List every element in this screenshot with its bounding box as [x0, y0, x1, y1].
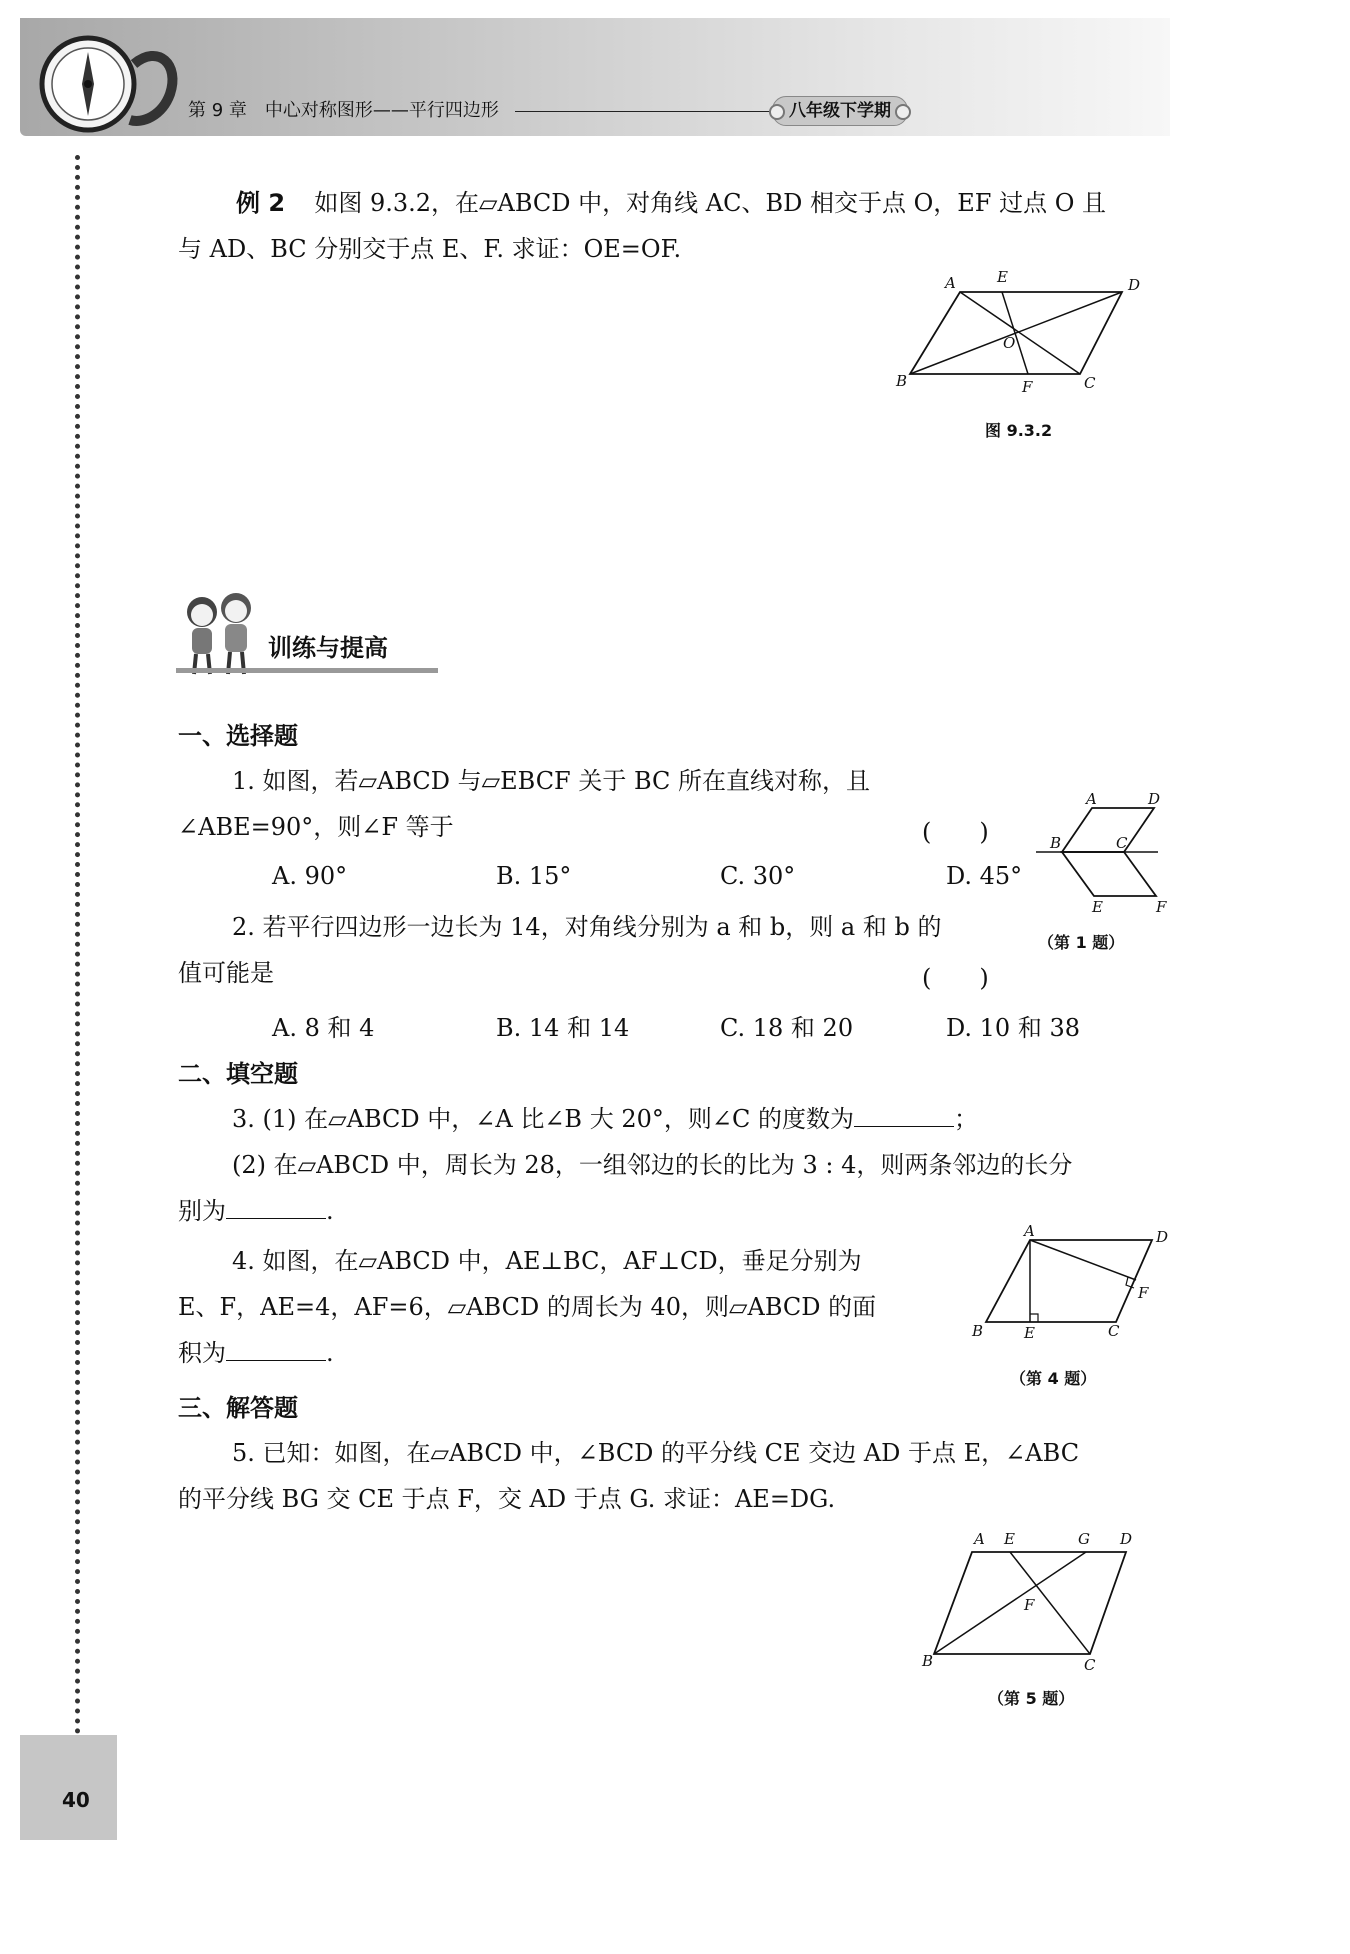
- label-e: E: [1004, 1530, 1015, 1548]
- q2-option-d: D. 10 和 38: [946, 1014, 1080, 1042]
- label-e: E: [997, 270, 1008, 286]
- right-angle-e: [1030, 1314, 1038, 1322]
- parallelogram-abcd: [1062, 808, 1154, 852]
- q4-caption: （第 4 题）: [1010, 1369, 1097, 1388]
- label-e: E: [1024, 1324, 1035, 1342]
- q4-line3-text: 积为: [178, 1339, 226, 1367]
- banner-underline: [176, 668, 438, 673]
- label-f: F: [1024, 1596, 1035, 1614]
- page-number: 40: [62, 1788, 90, 1812]
- label-d: D: [1120, 1530, 1133, 1548]
- q3-line1-end: ；: [953, 1105, 978, 1133]
- label-f: F: [1156, 898, 1167, 916]
- q1-figure: [1030, 790, 1180, 916]
- q3-line3-end: .: [326, 1197, 334, 1225]
- label-a: A: [1086, 790, 1097, 808]
- figure-9-3-2-caption: 图 9.3.2: [985, 421, 1053, 440]
- q3-line3-text: 别为: [178, 1197, 226, 1225]
- label-e: E: [1092, 898, 1103, 916]
- kids-icon: [176, 590, 266, 680]
- diagonal-ac: [960, 292, 1080, 374]
- bisector-ce: [1010, 1552, 1090, 1654]
- q1-option-c: C. 30°: [720, 862, 796, 890]
- label-c: C: [1084, 1656, 1096, 1674]
- q2-line2: 值可能是: [178, 959, 274, 987]
- compass-clock-icon: [30, 24, 180, 136]
- q1-line1: 1. 如图，若▱ABCD 与▱EBCF 关于 BC 所在直线对称，且: [232, 767, 871, 795]
- q3-blank-1[interactable]: [854, 1104, 954, 1127]
- q4-line1: 4. 如图，在▱ABCD 中，AE⊥BC，AF⊥CD，垂足分别为: [232, 1247, 862, 1275]
- chapter-title: 第 9 章 中心对称图形——平行四边形: [188, 100, 499, 121]
- header-rule: [515, 111, 770, 112]
- section-fill-title: 二、填空题: [178, 1060, 298, 1088]
- segment-ef: [1002, 292, 1028, 374]
- q3-line1: [232, 1104, 978, 1134]
- section-choice-title: 一、选择题: [178, 722, 298, 750]
- section-solve-title: 三、解答题: [178, 1394, 298, 1422]
- binding-dotted-line: [75, 155, 80, 1735]
- label-b: B: [922, 1652, 934, 1670]
- label-a: A: [945, 274, 956, 292]
- q5-figure: [920, 1530, 1150, 1680]
- grade-badge: 八年级下学期: [772, 96, 908, 126]
- label-d: D: [1156, 1228, 1169, 1246]
- parallelogram-ebcf: [1062, 852, 1156, 896]
- q3-line1-text: 3. (1) 在▱ABCD 中，∠A 比∠B 大 20°，则∠C 的度数为: [232, 1105, 854, 1133]
- label-g: G: [1078, 1530, 1090, 1548]
- label-b: B: [972, 1322, 984, 1340]
- q1-option-b: B. 15°: [496, 862, 572, 890]
- q4-blank[interactable]: [226, 1338, 326, 1361]
- label-b: B: [896, 372, 908, 390]
- label-d: D: [1128, 276, 1141, 294]
- q5-line1: 5. 已知：如图，在▱ABCD 中，∠BCD 的平分线 CE 交边 AD 于点 E，∠ABC: [232, 1439, 1080, 1467]
- q1-option-d: D. 45°: [946, 862, 1023, 890]
- q5-caption: （第 5 题）: [988, 1689, 1075, 1708]
- label-b: B: [1050, 834, 1062, 852]
- label-a: A: [1024, 1222, 1035, 1240]
- label-f: F: [1138, 1284, 1149, 1302]
- q5-line2: 的平分线 BG 交 CE 于点 F，交 AD 于点 G. 求证：AE=DG.: [178, 1485, 836, 1513]
- label-f: F: [1022, 378, 1033, 396]
- q1-option-a: A. 90°: [272, 862, 348, 890]
- label-c: C: [1084, 374, 1096, 392]
- q1-answer-paren: ( ): [922, 818, 989, 846]
- altitude-af: [1030, 1240, 1136, 1280]
- figure-9-3-2: [890, 270, 1150, 400]
- example2-line1: [236, 188, 1106, 218]
- diagonal-bd: [910, 292, 1122, 374]
- q3-line3: [178, 1196, 334, 1226]
- q2-answer-paren: ( ): [922, 964, 989, 992]
- example2-text1: 如图 9.3.2，在▱ABCD 中，对角线 AC、BD 相交于点 O，EF 过点 O 且: [314, 189, 1107, 217]
- label-d: D: [1148, 790, 1161, 808]
- q2-line1: 2. 若平行四边形一边长为 14，对角线分别为 a 和 b，则 a 和 b 的: [232, 913, 942, 941]
- q4-line2: E、F，AE=4，AF=6，▱ABCD 的周长为 40，则▱ABCD 的面: [178, 1293, 877, 1321]
- q2-option-c: C. 18 和 20: [720, 1014, 854, 1042]
- label-c: C: [1108, 1322, 1120, 1340]
- label-o: O: [1003, 334, 1016, 352]
- bisector-bg: [934, 1552, 1086, 1654]
- q1-caption: （第 1 题）: [1038, 933, 1125, 952]
- section-banner: 训练与提高: [268, 634, 388, 662]
- example2-label: 例 2: [236, 189, 286, 217]
- q1-line2: ∠ABE=90°，则∠F 等于: [178, 813, 454, 841]
- q2-option-b: B. 14 和 14: [496, 1014, 630, 1042]
- label-a: A: [974, 1530, 985, 1548]
- q3-line2: (2) 在▱ABCD 中，周长为 28，一组邻边的长的比为 3 : 4，则两条邻边的长分: [232, 1151, 1073, 1179]
- label-c: C: [1116, 834, 1128, 852]
- q3-blank-2[interactable]: [226, 1196, 326, 1219]
- q4-line3-end: .: [326, 1339, 334, 1367]
- example2-line2: 与 AD、BC 分别交于点 E、F. 求证：OE=OF.: [178, 235, 682, 263]
- q4-figure: [968, 1222, 1178, 1348]
- q4-line3: [178, 1338, 334, 1368]
- q2-option-a: A. 8 和 4: [272, 1014, 375, 1042]
